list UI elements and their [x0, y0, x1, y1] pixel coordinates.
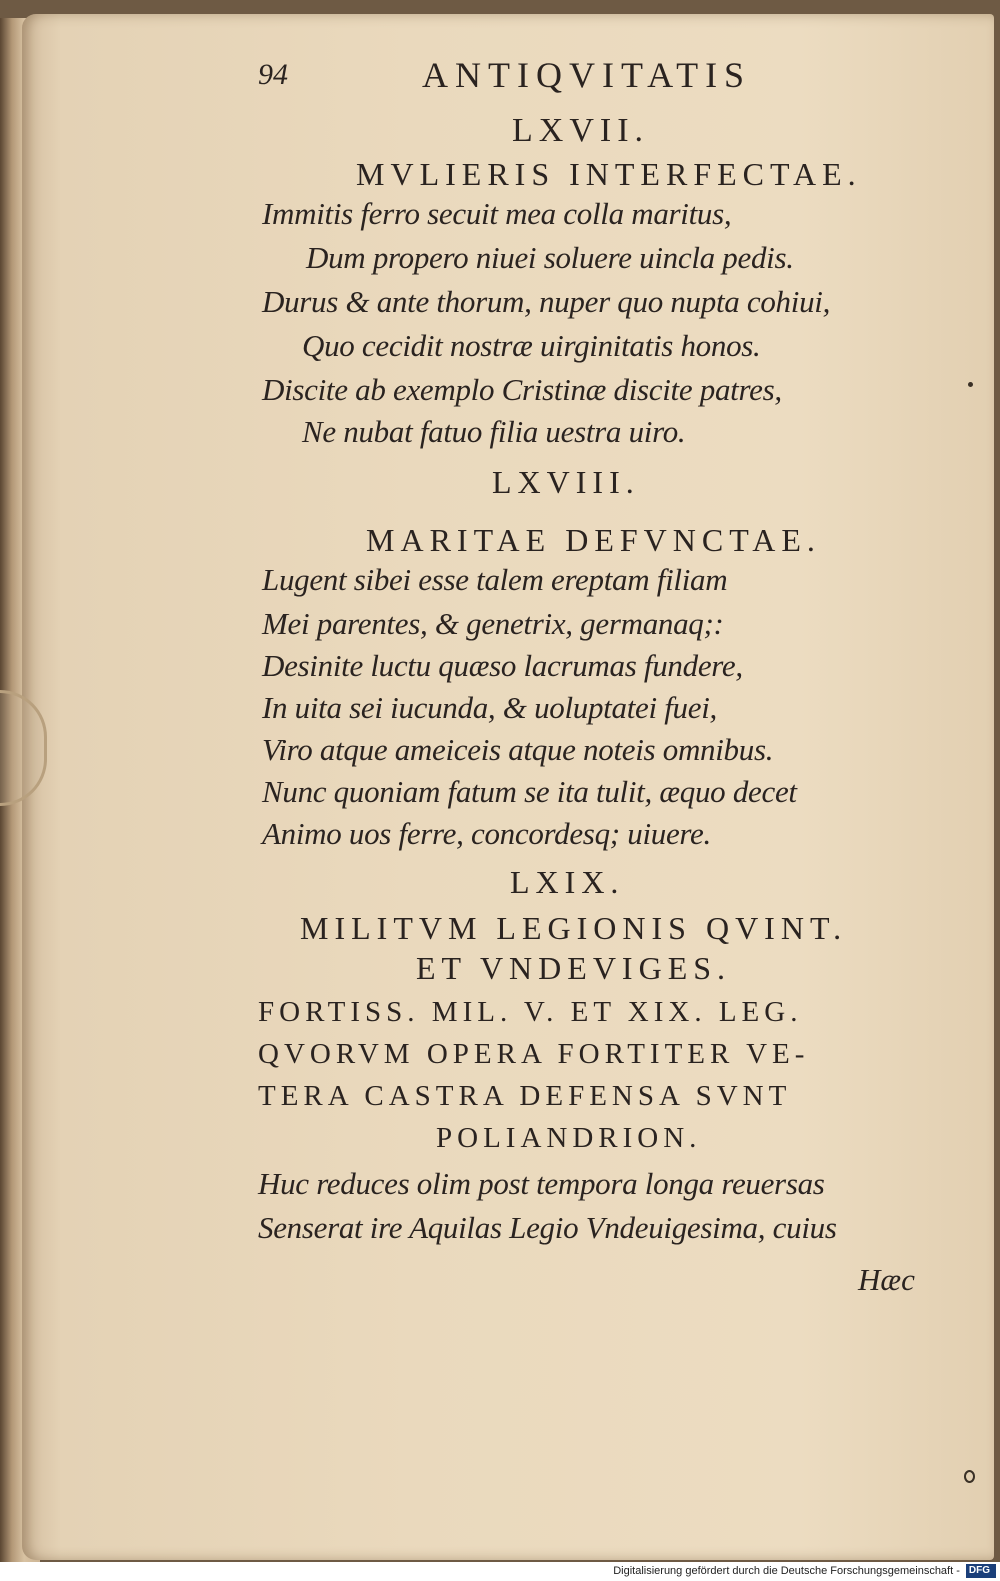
inscription-line: FORTISS. MIL. V. ET XIX. LEG.	[258, 996, 803, 1028]
running-title: ANTIQVITATIS	[422, 55, 752, 95]
verse-line: Lugent sibei esse talem ereptam filiam	[262, 562, 728, 597]
verse-line: Viro atque ameiceis atque noteis omnibus.	[262, 732, 774, 767]
dfg-logo-icon: DFG	[966, 1564, 996, 1578]
digitization-footer	[0, 1562, 1000, 1581]
verse-line: Mei parentes, & genetrix, germanaq;:	[262, 606, 724, 641]
verse-line: Nunc quoniam fatum se ita tulit, æquo decet	[262, 774, 797, 809]
inscription-line: POLIANDRION.	[436, 1122, 702, 1154]
verse-line: Discite ab exemplo Cristinæ discite patres,	[262, 372, 782, 407]
section-number: LXVIII.	[492, 464, 640, 500]
verse-line: Dum propero niuei soluere uincla pedis.	[306, 240, 794, 275]
verse-line: Quo cecidit nostræ uirginitatis honos.	[302, 328, 761, 363]
page-number: 94	[258, 58, 288, 91]
footer-text: Digitalisierung gefördert durch die Deutsche Forschungsgemeinschaft -	[613, 1565, 960, 1577]
section-heading: MARITAE DEFVNCTAE.	[366, 522, 821, 558]
verse-line: Huc reduces olim post tempora longa reuersas	[258, 1166, 825, 1201]
section-heading: ET VNDEVIGES.	[416, 950, 732, 986]
section-number: LXIX.	[510, 864, 625, 900]
inscription-line: QVORVM OPERA FORTITER VE-	[258, 1038, 810, 1070]
verse-line: Durus & ante thorum, nuper quo nupta cohiui,	[262, 284, 831, 319]
verse-line: Desinite luctu quæso lacrumas fundere,	[262, 648, 743, 683]
ink-speck	[968, 382, 973, 387]
verse-line: Animo uos ferre, concordesq; uiuere.	[262, 816, 711, 851]
catchword: Hæc	[858, 1262, 915, 1297]
verse-line: Immitis ferro secuit mea colla maritus,	[262, 196, 732, 231]
verse-line: In uita sei iucunda, & uoluptatei fuei,	[262, 690, 717, 725]
ink-speck	[964, 1470, 975, 1483]
section-number: LXVII.	[512, 112, 650, 149]
section-heading: MILITVM LEGIONIS QVINT.	[300, 910, 848, 946]
inscription-line: TERA CASTRA DEFENSA SVNT	[258, 1080, 792, 1112]
section-heading: MVLIERIS INTERFECTAE.	[356, 156, 862, 192]
verse-line: Ne nubat fatuo filia uestra uiro.	[302, 414, 686, 449]
verse-line: Senserat ire Aquilas Legio Vndeuigesima, cuius	[258, 1210, 837, 1245]
